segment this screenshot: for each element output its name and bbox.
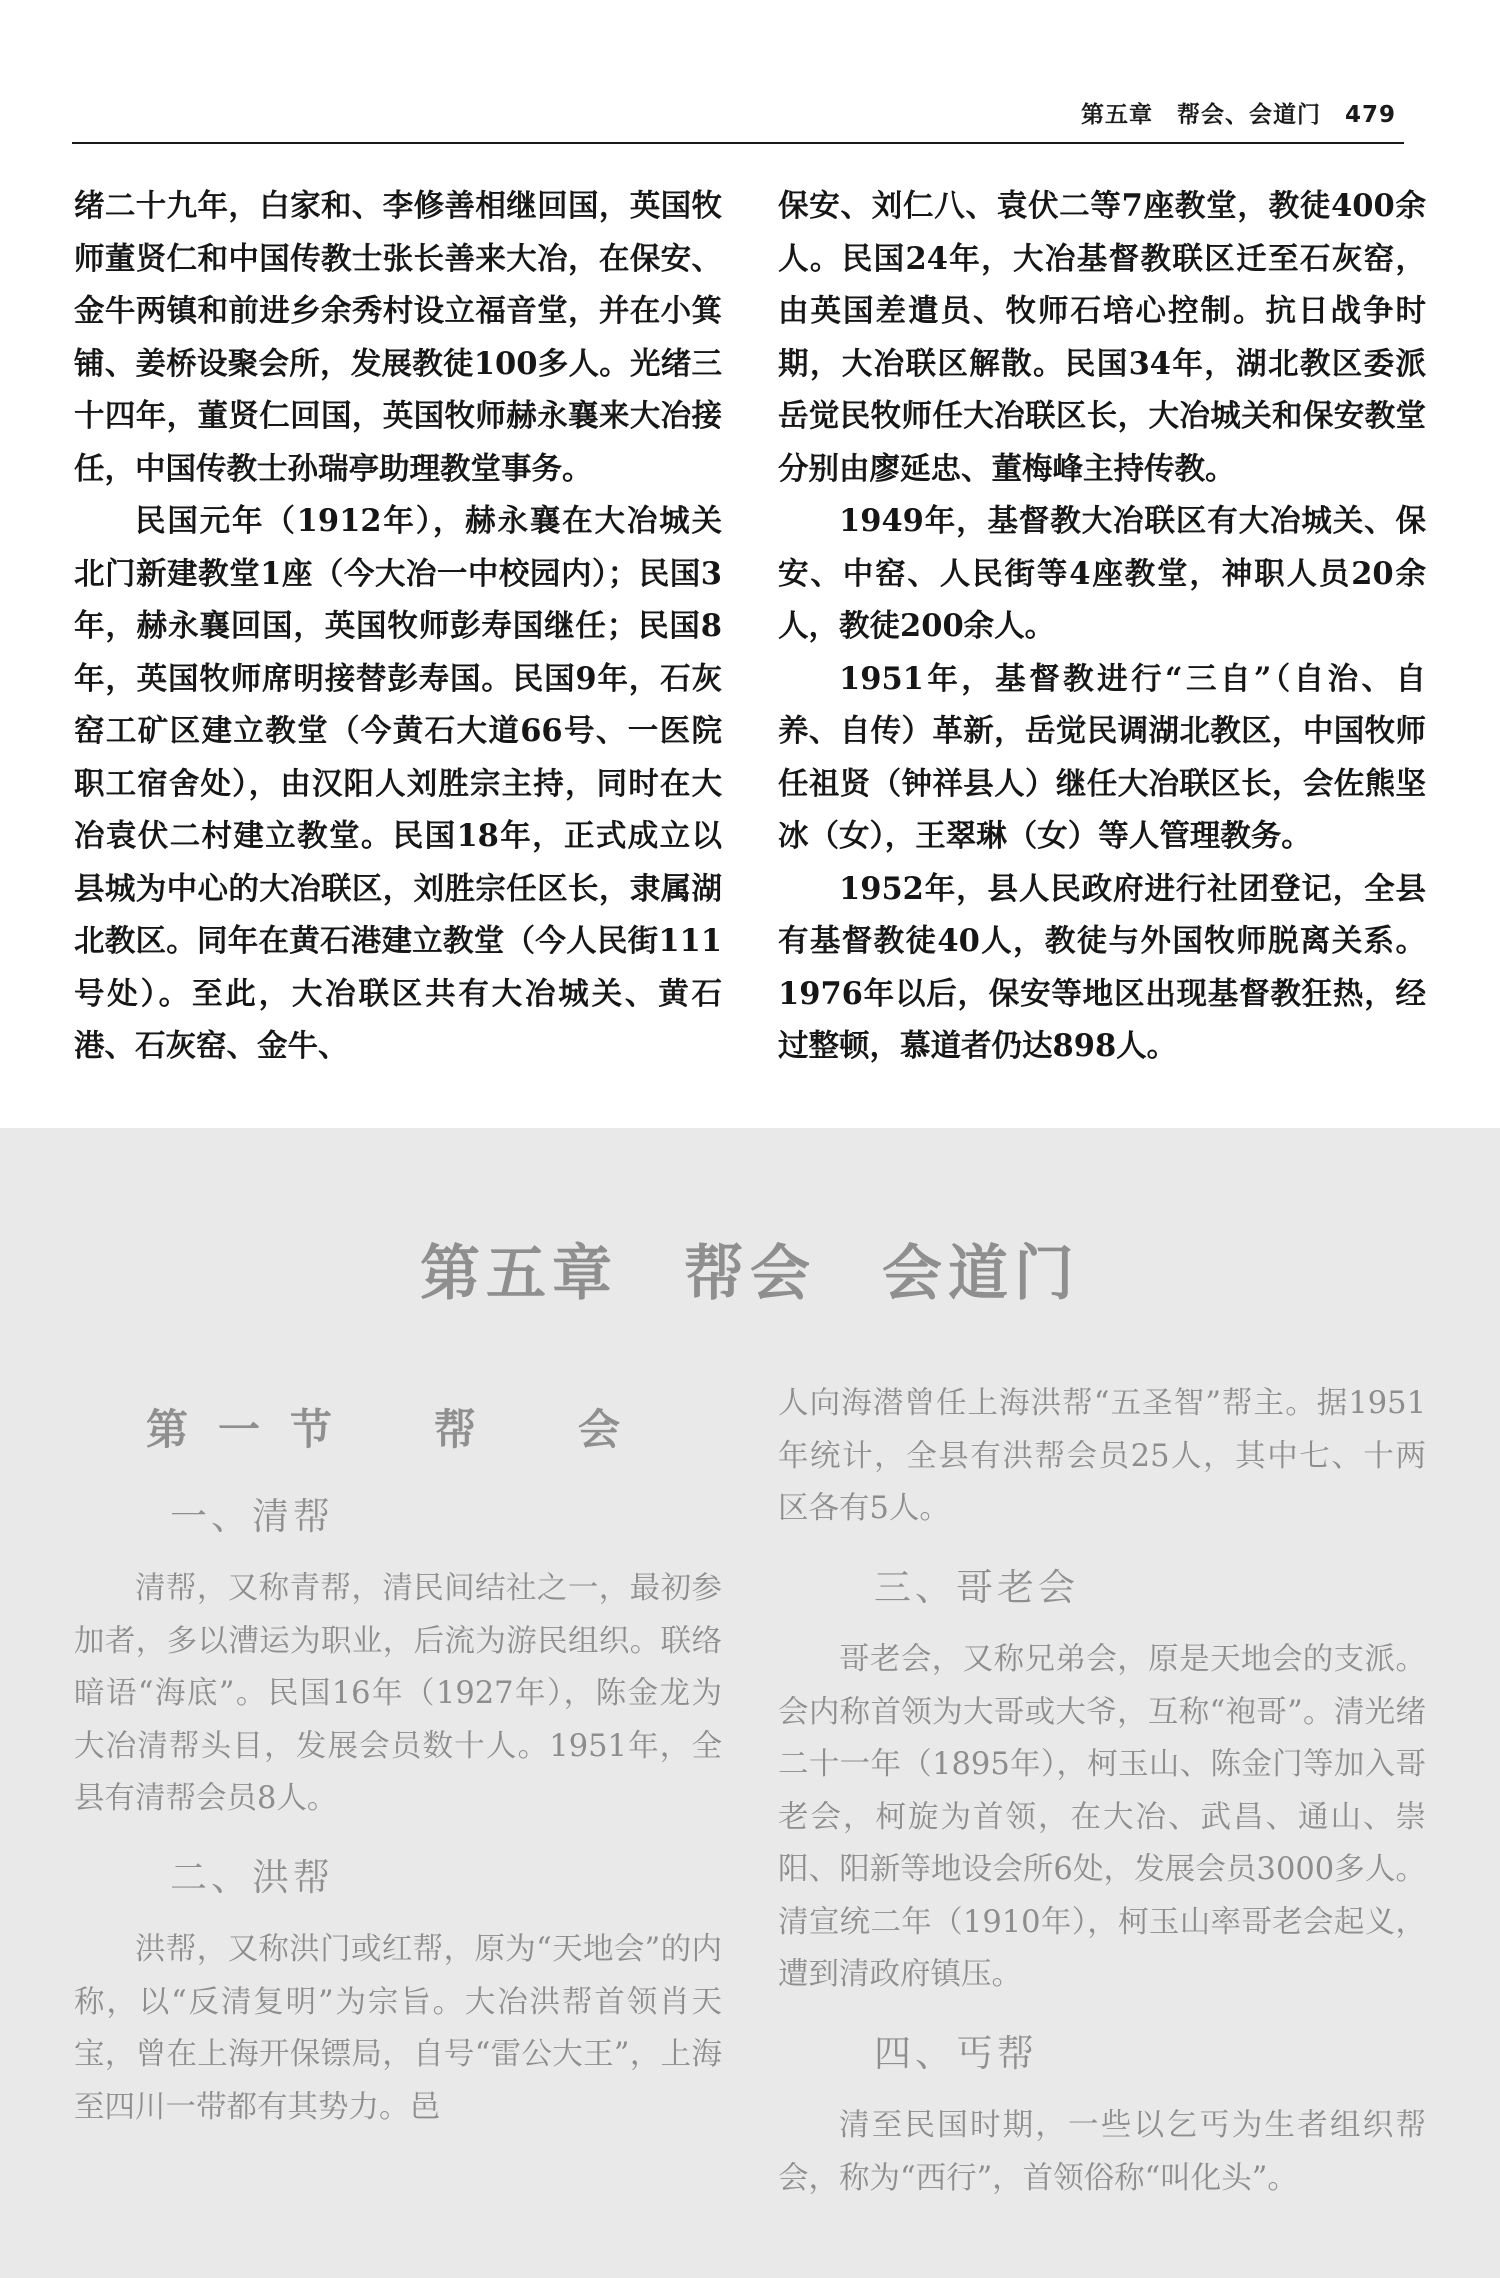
top-right-column — [778, 180, 1426, 1073]
paragraph: 清帮，又称青帮，清民间结社之一，最初参加者，多以漕运为职业，后流为游民组织。联络暗语“海底”。民国16年（1927年），陈金龙为大冶清帮头目，发展会员数十人。1951年，全县有清帮会员8人。 — [74, 1571, 722, 1816]
paragraph: 1952年，县人民政府进行社团登记，全县有基督教徒40人，教徒与外国牧师脱离关系。1976年以后，保安等地区出现基督教狂热，经过整顿，慕道者仍达898人。 — [778, 870, 1426, 1064]
subsection-title: 一、清帮 — [170, 1494, 334, 1538]
paragraph: 洪帮，又称洪门或红帮，原为“天地会”的内称，以“反清复明”为宗旨。大冶洪帮首领肖天宝，曾在上海开保镖局，自号“雷公大王”，上海至四川一带都有其势力。邑 — [74, 1932, 722, 2125]
subsection-title: 二、洪帮 — [170, 1855, 334, 1899]
top-left-column — [74, 180, 722, 1073]
paragraph: 民国元年（1912年），赫永襄在大冶城关北门新建教堂1座（今大冶一中校园内）；民国3年，赫永襄回国，英国牧师彭寿国继任；民国8年，英国牧师席明接替彭寿国。民国9年，石灰窑工矿区建立教堂（今黄石大道66号、一医院职工宿舍处），由汉阳人刘胜宗主持，同时在大冶袁伏二村建立教堂。民国18年，正式成立以县城为中心的大冶联区，刘胜宗任区长，隶属湖北教区。同年在黄石港建立教堂（今人民街111号处）。至此，大冶联区共有大冶城关、黄石港、石灰窑、金牛、 — [74, 503, 722, 1064]
paragraph: 保安、刘仁八、袁伏二等7座教堂，教徒400余人。民国24年，大冶基督教联区迁至石灰窑，由英国差遣员、牧师石培心控制。抗日战争时期，大冶联区解散。民国34年，湖北教区委派岳觉民牧师任大冶联区长，大冶城关和保安教堂分别由廖延忠、董梅峰主持传教。 — [778, 188, 1426, 487]
paragraph: 人向海潜曾任上海洪帮“五圣智”帮主。据1951年统计，全县有洪帮会员25人，其中七、十两区各有5人。 — [778, 1386, 1426, 1526]
paragraph: 哥老会，又称兄弟会，原是天地会的支派。会内称首领为大哥或大爷，互称“袍哥”。清光绪二十一年（1895年），柯玉山、陈金门等加入哥老会，柯旋为首领，在大冶、武昌、通山、崇阳、阳新等地设会所6处，发展会员3000多人。清宣统二年（1910年），柯玉山率哥老会起义，遭到清政府镇压。 — [778, 1642, 1426, 1992]
lower-page-panel — [0, 1128, 1500, 2278]
subsection-title: 三、哥老会 — [874, 1565, 1079, 1609]
section-title: 第一节 帮 会 — [145, 1405, 650, 1454]
paragraph: 1949年，基督教大冶联区有大冶城关、保安、中窑、人民街等4座教堂，神职人员20余人，教徒200余人。 — [778, 503, 1426, 644]
paragraph: 清至民国时期，一些以乞丐为生者组织帮会，称为“西行”，首领俗称“叫化头”。 — [778, 2108, 1426, 2196]
lower-right-column — [778, 1378, 1426, 2205]
subsection-title: 四、丐帮 — [874, 2031, 1038, 2075]
header-rule — [72, 142, 1404, 144]
running-head: 第五章 帮会、会道门 479 — [1080, 102, 1396, 128]
paragraph: 1951年，基督教进行“三自”（自治、自养、自传）革新，岳觉民调湖北教区，中国牧师任祖贤（钟祥县人）继任大冶联区长，会佐熊坚冰（女），王翠琳（女）等人管理教务。 — [778, 660, 1426, 854]
chapter-title: 第五章 帮会 会道门 — [420, 1239, 1080, 1309]
paragraph: 绪二十九年，白家和、李修善相继回国，英国牧师董贤仁和中国传教士张长善来大冶，在保安、金牛两镇和前进乡余秀村设立福音堂，并在小箕铺、姜桥设聚会所，发展教徒100多人。光绪三十四年，董贤仁回国，英国牧师赫永襄来大冶接任，中国传教士孙瑞亭助理教堂事务。 — [74, 188, 722, 487]
lower-left-column — [74, 1378, 722, 2134]
